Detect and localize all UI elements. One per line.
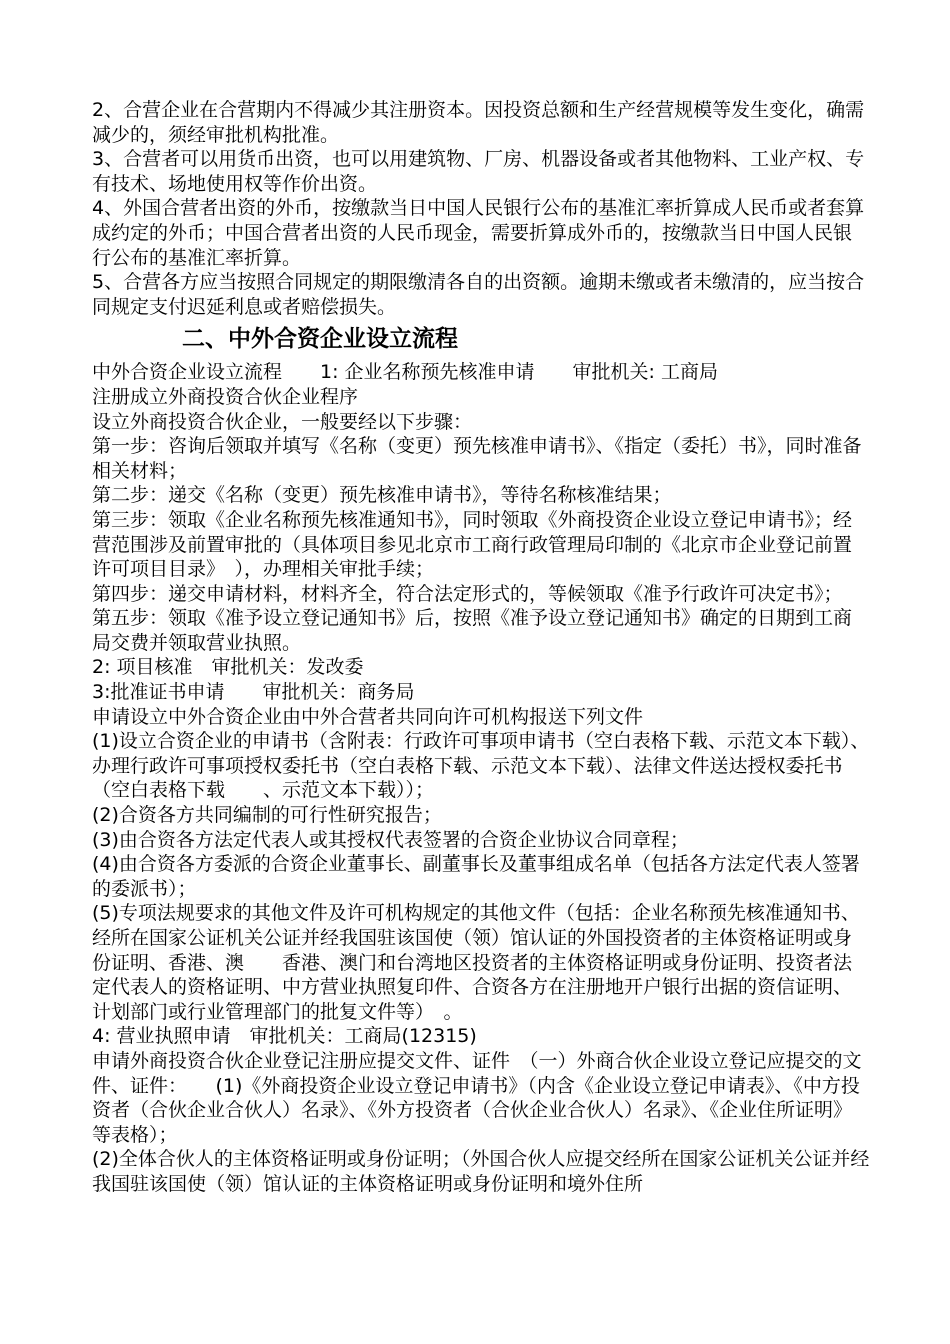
document-page xyxy=(92,98,870,1197)
establishment-process-section xyxy=(92,360,870,1196)
paragraph: 第一步：咨询后领取并填写《名称（变更）预先核准申请书》、《指定（委托）书》，同时准备相关材料； xyxy=(92,435,862,482)
paragraph: 中外合资企业设立流程 1: 企业名称预先核准申请 审批机关: 工商局 xyxy=(92,361,718,384)
capital-rules-section xyxy=(92,98,870,319)
paragraph: 申请设立中外合资企业由中外合营者共同向许可机构报送下列文件 xyxy=(92,705,644,728)
paragraph: 3:批准证书申请 审批机关：商务局 xyxy=(92,681,415,704)
paragraph: 设立外商投资合伙企业，一般要经以下步骤： xyxy=(92,410,473,433)
paragraph: 5、合营各方应当按照合同规定的期限缴清各自的出资额。逾期未缴或者未缴清的，应当按合同规定支付迟延利息或者赔偿损失。 xyxy=(92,271,865,318)
paragraph: 申请外商投资合伙企业登记注册应提交文件、证件 （一）外商合伙企业设立登记应提交的文件、证件： (1)《外商投资企业设立登记申请书》（内含《企业设立登记申请表》、《中方投资者（合伙企业合伙人）名录》、《外方投资者（合伙企业合伙人）名录》、《企业住所证明》等表格）； xyxy=(92,1049,862,1146)
paragraph: (4)由合资各方委派的合资企业董事长、副董事长及董事组成名单（包括各方法定代表人签署的委派书）； xyxy=(92,853,860,900)
paragraph: 3、合营者可以用货币出资，也可以用建筑物、厂房、机器设备或者其他物料、工业产权、专有技术、场地使用权等作价出资。 xyxy=(92,148,865,195)
paragraph: 2、合营企业在合营期内不得减少其注册资本。因投资总额和生产经营规模等发生变化，确需减少的，须经审批机构批准。 xyxy=(92,99,865,146)
paragraph: 第二步：递交《名称（变更）预先核准申请书》，等待名称核准结果； xyxy=(92,484,672,507)
paragraph: 4: 营业执照申请 审批机关：工商局(12315) xyxy=(92,1025,477,1048)
paragraph: 第四步：递交申请材料，材料齐全，符合法定形式的，等候领取《准予行政许可决定书》； 第五步：领取《准予设立登记通知书》后，按照《准予设立登记通知书》确定的日期到工商局交费并领取营业执照。 xyxy=(92,582,872,654)
section-heading: 二、中外合资企业设立流程 xyxy=(182,326,458,353)
paragraph: (2)全体合伙人的主体资格证明或身份证明；（外国合伙人应提交经所在国家公证机关公证并经我国驻该国使（领）馆认证的主体资格证明或身份证明和境外住所 xyxy=(92,1148,870,1195)
paragraph: (3)由合资各方法定代表人或其授权代表签署的合资企业协议合同章程； xyxy=(92,828,689,851)
paragraph: (2)合资各方共同编制的可行性研究报告； xyxy=(92,804,442,827)
paragraph: 第三步：领取《企业名称预先核准通知书》，同时领取《外商投资企业设立登记申请书》；经营范围涉及前置审批的（具体项目参见北京市工商行政管理局印制的《北京市企业登记前置许可项目目录》 ），办理相关审批手续； xyxy=(92,508,853,581)
paragraph: 注册成立外商投资合伙企业程序 xyxy=(92,385,359,408)
paragraph: 2: 项目核准 审批机关：发改委 xyxy=(92,656,364,679)
paragraph: 4、外国合营者出资的外币，按缴款当日中国人民银行公布的基准汇率折算成人民币或者套算成约定的外币；中国合营者出资的人民币现金，需要折算成外币的，按缴款当日中国人民银行公布的基准汇率折算。 xyxy=(92,197,865,269)
paragraph: (5)专项法规要求的其他文件及许可机构规定的其他文件（包括：企业名称预先核准通知书、经所在国家公证机关公证并经我国驻该国使（领）馆认证的外国投资者的主体资格证明或身份证明、香港、澳 香港、澳门和台湾地区投资者的主体资格证明或身份证明、投资者法定代表人的资格证明、中方营业执照复印件、合资各方在注册地开户银行出据的资信证明、计划部门或行业管理部门的批复文件等） 。 xyxy=(92,902,860,1023)
paragraph: (1)设立合资企业的申请书（含附表：行政许可事项申请书（空白表格下载、示范文本下载）、办理行政许可事项授权委托书（空白表格下载、示范文本下载）、法律文件送达授权委托书（空白表格下载 、示范文本下载））； xyxy=(92,730,870,802)
